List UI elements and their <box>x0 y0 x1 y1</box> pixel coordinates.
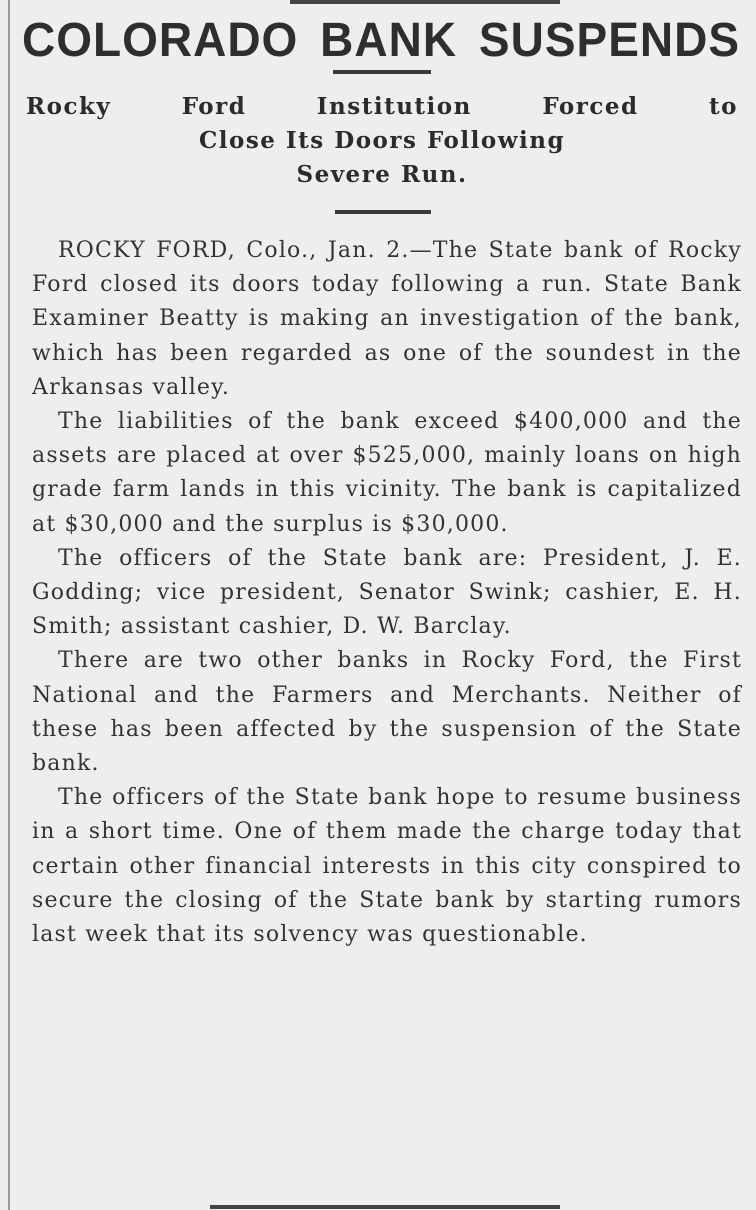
article-body <box>32 234 742 952</box>
top-divider-rule <box>290 0 560 4</box>
subheadline-line: Close Its Doors Following <box>198 127 566 154</box>
article-paragraph: The liabilities of the bank exceed $400,000 and the assets are placed at over $525,000, mainly loans on high grade farm lands in this vicinity. The bank is capitalized at $30,000 and the surplus is $30,000. <box>32 409 742 537</box>
article-paragraph: ROCKY FORD, Colo., Jan. 2.—The State bank of Rocky Ford closed its doors today following a run. State Bank Examiner Beatty is making an investigation of the bank, which has been regarded as one of the soundest in the Arkansas valley. <box>32 238 742 400</box>
headline-divider <box>333 70 431 74</box>
article-paragraph: The officers of the State bank hope to resume business in a short time. One of them made the charge today that certain other financial interests in this city conspired to secure the closing of the State bank by starting rumors last week that its solvency was questionable. <box>32 785 742 948</box>
article-paragraph: The officers of the State bank are: President, J. E. Godding; vice president, Senator Swink; cashier, E. H. Smith; assistant cashier, D. W. Barclay. <box>32 545 742 640</box>
column-border <box>8 0 10 1210</box>
article-paragraph: There are two other banks in Rocky Ford, the First National and the Farmers and Merchants. Neither of these has been affected by the suspension of the State bank. <box>32 648 742 777</box>
subheadline-line: Rocky Ford Institution Forced to <box>26 93 738 120</box>
headline: COLORADO BANK SUSPENDS <box>22 12 740 67</box>
subheadline-divider <box>335 210 431 214</box>
bottom-divider-rule <box>210 1205 560 1209</box>
subheadline-line: Severe Run. <box>296 161 468 188</box>
subheadline <box>26 90 738 192</box>
